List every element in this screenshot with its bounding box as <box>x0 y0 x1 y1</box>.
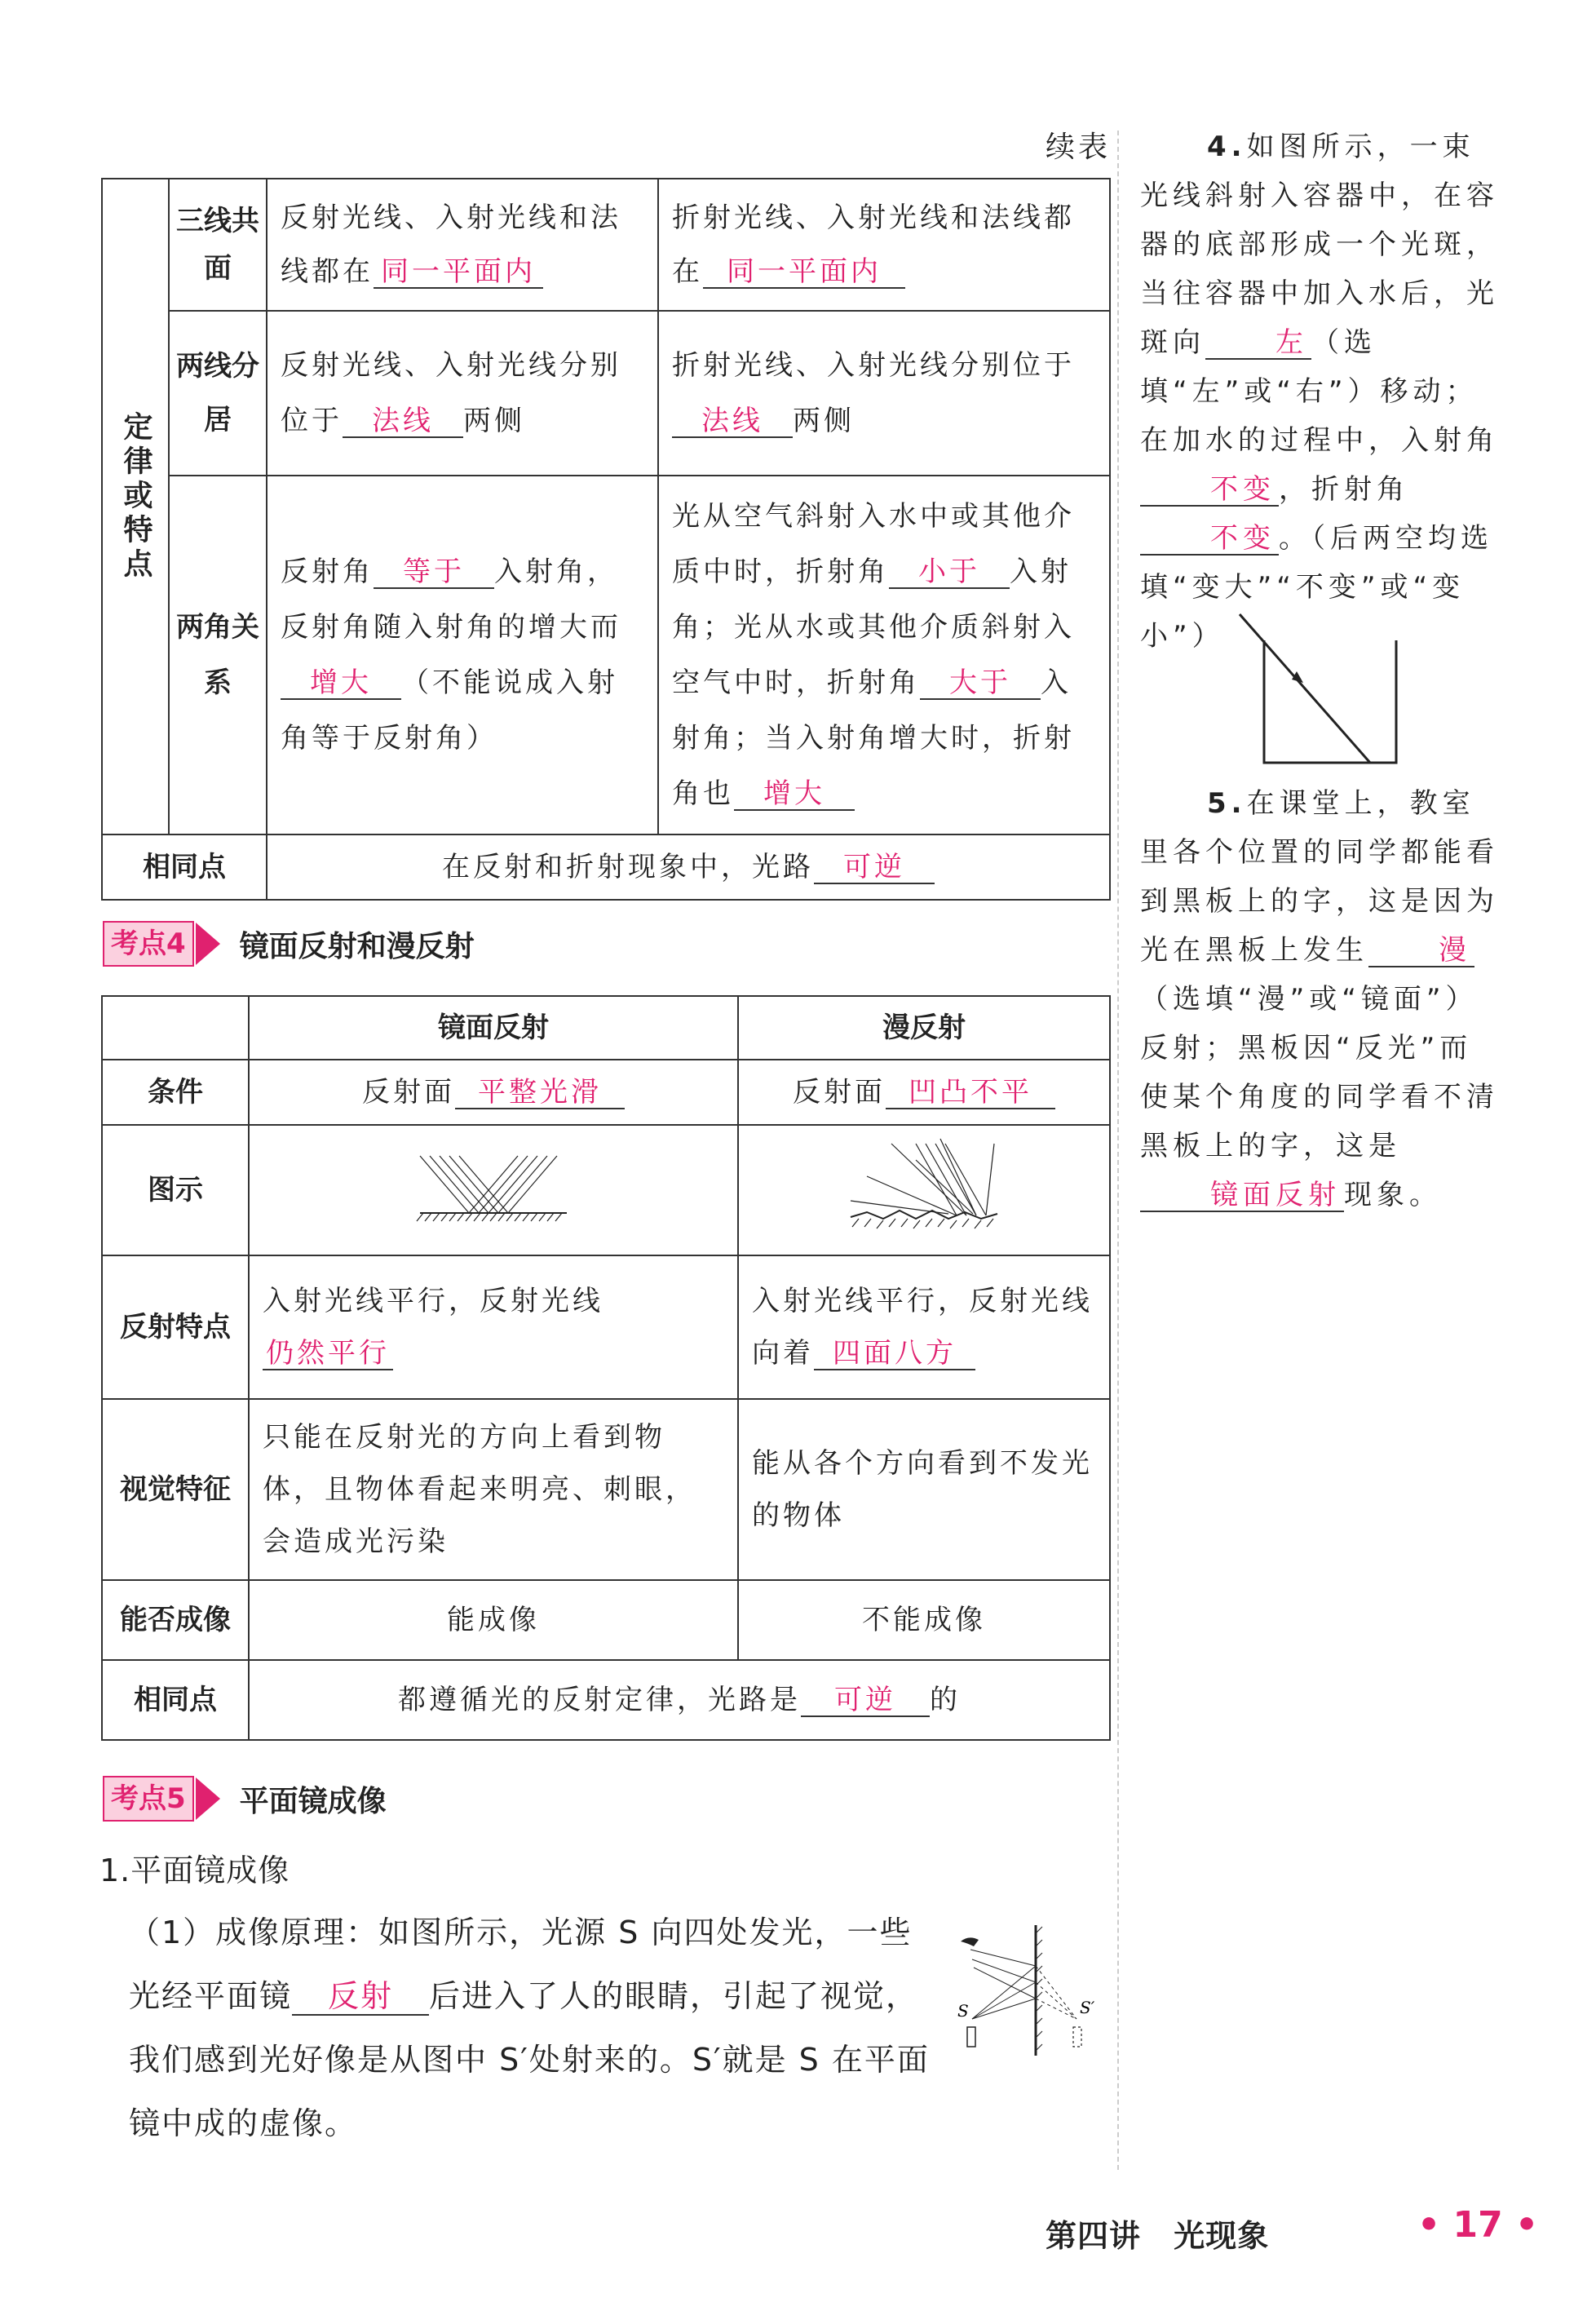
row-label-common: 相同点 <box>102 1660 249 1740</box>
specular-image: 能成像 <box>249 1580 738 1660</box>
answer-blank: 不变 <box>1140 475 1279 507</box>
answer-blank: 平整光滑 <box>455 1078 625 1109</box>
header-specular: 镜面反射 <box>249 996 738 1060</box>
diffuse-visual: 能从各个方向看到不发光的物体 <box>738 1399 1110 1580</box>
answer-blank: 不变 <box>1140 524 1279 556</box>
answer-blank: 同一平面内 <box>703 257 905 289</box>
common-point: 在反射和折射现象中，光路 可逆 <box>267 834 1110 900</box>
column-divider <box>1117 131 1119 2170</box>
answer-blank: 漫 <box>1368 936 1474 967</box>
answer-blank: 法线 <box>672 406 793 438</box>
answer-blank: 法线 <box>343 406 463 438</box>
question-number: 4. <box>1207 131 1247 163</box>
answer-blank: 反射 <box>292 1980 429 2016</box>
section4-badge: 考点4 <box>103 921 194 967</box>
reflection-refraction-table <box>101 178 1111 901</box>
common-point: 都遵循光的反射定律，光路是 可逆 的 <box>249 1660 1110 1740</box>
row-label-separate: 两线分居 <box>169 311 267 476</box>
diffuse-feature: 入射光线平行，反射光线向着 四面八方 <box>738 1255 1110 1399</box>
answer-blank: 同一平面内 <box>374 257 543 289</box>
reflect-coplanar: 反射光线、入射光线和法线都在 同一平面内 <box>267 179 658 311</box>
question-4: 4.如图所示，一束光线斜射入容器中，在容器的底部形成一个光斑，当往容器中加入水后，光斑向 左 （选填“左”或“右”）移动；在加水的过程中，入射角不变 ，折射角不变 。（后两空均选填“变大”“不变”或“变小”） <box>1140 131 1499 653</box>
answer-blank: 镜面反射 <box>1140 1180 1344 1212</box>
answer-blank: 可逆 <box>814 852 935 884</box>
category-label: 定律或特点 <box>119 411 153 582</box>
answer-blank: 增大 <box>734 779 855 811</box>
reflect-angles: 反射角 等于 入射角，反射角随入射角的增大而增大 （不能说成入射角等于反射角） <box>267 476 658 834</box>
answer-blank: 等于 <box>374 557 494 589</box>
category-cell <box>102 179 169 834</box>
answer-blank: 小于 <box>889 557 1010 589</box>
specular-diagram <box>249 1125 738 1255</box>
arrow-icon <box>196 1777 220 1820</box>
page-number: • 17 • <box>1417 2204 1539 2246</box>
plane-mirror-figure <box>954 1917 1109 2064</box>
answer-blank: 四面八方 <box>814 1339 975 1370</box>
specular-feature: 入射光线平行，反射光线仍然平行 <box>249 1255 738 1399</box>
answer-blank: 左 <box>1205 328 1311 360</box>
row-label-diagram: 图示 <box>102 1125 249 1255</box>
specular-diffuse-table <box>101 995 1111 1741</box>
row-label-feature: 反射特点 <box>102 1255 249 1399</box>
continued-label: 续表 <box>1046 131 1112 164</box>
header-diffuse: 漫反射 <box>738 996 1110 1060</box>
section4-title: 镜面反射和漫反射 <box>239 929 475 963</box>
diffuse-reflection-figure <box>834 1127 1014 1233</box>
subsection-title: 1.平面镜成像 <box>99 1853 290 1888</box>
section5-badge: 考点5 <box>103 1776 194 1822</box>
source-label: S <box>957 2001 969 2021</box>
row-label-condition: 条件 <box>102 1060 249 1125</box>
specular-condition: 反射面 平整光滑 <box>249 1060 738 1125</box>
diffuse-image: 不能成像 <box>738 1580 1110 1660</box>
answer-blank: 凹凸不平 <box>886 1078 1055 1109</box>
answer-blank: 仍然平行 <box>263 1339 393 1370</box>
answer-blank: 可逆 <box>801 1685 930 1717</box>
reflect-separate: 反射光线、入射光线分别位于 法线 两侧 <box>267 311 658 476</box>
arrow-icon <box>196 923 220 965</box>
header-empty-cell <box>102 996 249 1060</box>
specular-visual: 只能在反射光的方向上看到物体，且物体看起来明亮、刺眼，会造成光污染 <box>249 1399 738 1580</box>
section5-heading <box>103 1775 387 1822</box>
refract-separate: 折射光线、入射光线分别位于法线 两侧 <box>658 311 1110 476</box>
row-label-visual: 视觉特征 <box>102 1399 249 1580</box>
row-label-angles: 两角关系 <box>169 476 267 834</box>
refract-coplanar: 折射光线、入射光线和法线都在 同一平面内 <box>658 179 1110 311</box>
diffuse-condition: 反射面 凹凸不平 <box>738 1060 1110 1125</box>
answer-blank: 增大 <box>281 668 401 700</box>
answer-blank: 大于 <box>920 668 1041 700</box>
specular-reflection-figure <box>404 1131 583 1229</box>
image-label: S′ <box>1080 1998 1095 2017</box>
footer-lecture: 第四讲 光现象 <box>1046 2218 1270 2254</box>
row-label-image: 能否成像 <box>102 1580 249 1660</box>
section4-heading <box>103 920 475 967</box>
imaging-principle: （1）成像原理：如图所示，光源 S 向四处发光，一些光经平面镜 反射 后进入了人的眼睛，引起了视觉，我们感到光好像是从图中 S′处射来的。S′就是 S 在平面镜中成的虚像。 <box>129 1915 930 2141</box>
refract-angles: 光从空气斜射入水中或其他介质中时，折射角 小于 入射角；光从水或其他介质斜射入空气中时，折射角 大于 入射角；当入射角增大时，折射角也 增大 <box>658 476 1110 834</box>
row-label-coplanar: 三线共面 <box>169 179 267 311</box>
container-figure <box>1223 608 1403 771</box>
section5-title: 平面镜成像 <box>239 1784 387 1818</box>
question-number: 5. <box>1207 787 1247 820</box>
diffuse-diagram <box>738 1125 1110 1255</box>
row-label-common: 相同点 <box>102 834 267 900</box>
question-5: 5.在课堂上，教室里各个位置的同学都能看到黑板上的字，这是因为光在黑板上发生 漫（选填“漫”或“镜面”）反射；黑板因“反光”而使某个角度的同学看不清黑板上的字，这是镜面反射 现象。 <box>1140 787 1499 1211</box>
